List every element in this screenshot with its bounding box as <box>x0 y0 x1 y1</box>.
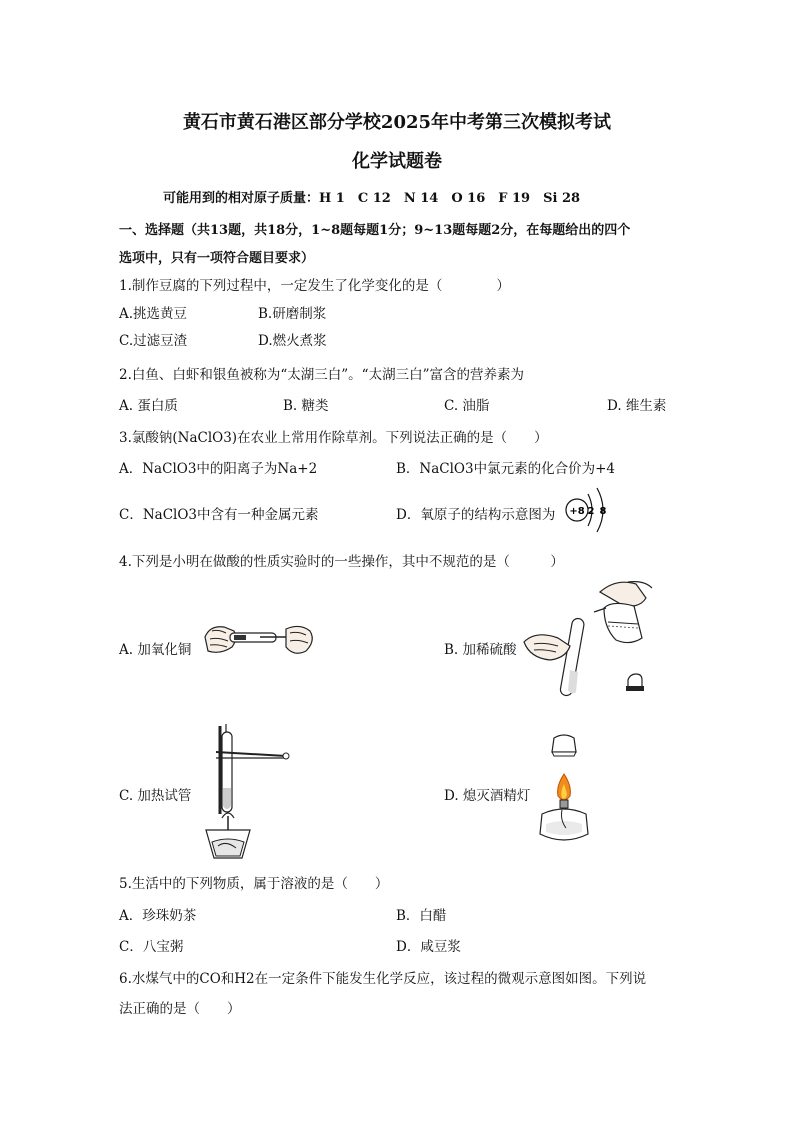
nucleus-charge: +8 <box>569 506 585 517</box>
q2-option-d: D. 维生素 <box>607 398 667 414</box>
q5-option-a: A．珍珠奶茶 <box>119 908 197 924</box>
shell-1-electrons: 2 <box>587 506 595 517</box>
q1-option-c: C.过滤豆渣 <box>119 333 188 349</box>
illustration-heat-test-tube <box>200 718 292 864</box>
illustration-add-copper-oxide <box>200 617 318 665</box>
q4-option-b: B. 加稀硫酸 <box>444 642 517 658</box>
q3-option-d: D．氧原子的结构示意图为 <box>396 507 556 523</box>
q5-option-d: D．咸豆浆 <box>396 939 461 955</box>
q3-option-c: C．NaClO3中含有一种金属元素 <box>119 507 319 523</box>
q2-option-a: A. 蛋白质 <box>119 398 178 414</box>
question-6-stem-line1: 6.水煤气中的CO和H2在一定条件下能发生化学反应，该过程的微观示意图如图。下列说 <box>119 971 647 987</box>
illustration-extinguish-alcohol-lamp <box>532 734 596 846</box>
section-heading-line2: 选项中，只有一项符合题目要求） <box>119 251 315 266</box>
q3-option-a: A．NaClO3中的阳离子为Na+2 <box>119 461 318 477</box>
q4-option-a: A. 加氧化铜 <box>119 642 192 658</box>
question-5-stem: 5.生活中的下列物质，属于溶液的是（ ） <box>119 876 389 892</box>
q4-option-c: C. 加热试管 <box>119 788 192 804</box>
question-3-stem: 3.氯酸钠(NaClO3)在农业上常用作除草剂。下列说法正确的是（ ） <box>119 430 548 446</box>
question-1-stem: 1.制作豆腐的下列过程中，一定发生了化学变化的是（ ） <box>119 278 510 294</box>
q4-option-d: D. 熄灭酒精灯 <box>444 788 531 804</box>
q1-option-b: B.研磨制浆 <box>258 306 327 322</box>
oxygen-atom-diagram <box>560 484 620 536</box>
section-heading-line1: 一、选择题（共13题，共18分，1~8题每题1分；9~13题每题2分，在每题给出的四个 <box>119 223 631 238</box>
question-6-stem-line2: 法正确的是（ ） <box>119 1001 241 1017</box>
q5-option-c: C．八宝粥 <box>119 939 184 955</box>
question-2-stem: 2.白鱼、白虾和银鱼被称为“太湖三白”。“太湖三白”富含的营养素为 <box>119 367 524 383</box>
exam-title: 黄石市黄石港区部分学校2025年中考第三次模拟考试 <box>182 112 612 133</box>
q1-option-d: D.燃火煮浆 <box>258 333 327 349</box>
q5-option-b: B．白醋 <box>396 908 447 924</box>
q2-option-b: B. 糖类 <box>283 398 329 414</box>
illustration-add-dilute-sulfuric-acid <box>520 578 660 700</box>
q1-option-a: A.挑选黄豆 <box>119 306 188 322</box>
q3-option-b: B．NaClO3中氯元素的化合价为+4 <box>396 461 615 477</box>
atomic-masses-note: 可能用到的相对原子质量：H 1 C 12 N 14 O 16 F 19 Si 28 <box>163 191 581 206</box>
q2-option-c: C. 油脂 <box>444 398 490 414</box>
shell-2-electrons: 8 <box>599 506 607 517</box>
paper-subtitle: 化学试题卷 <box>352 151 442 172</box>
question-4-stem: 4.下列是小明在做酸的性质实验时的一些操作，其中不规范的是（ ） <box>119 554 564 570</box>
